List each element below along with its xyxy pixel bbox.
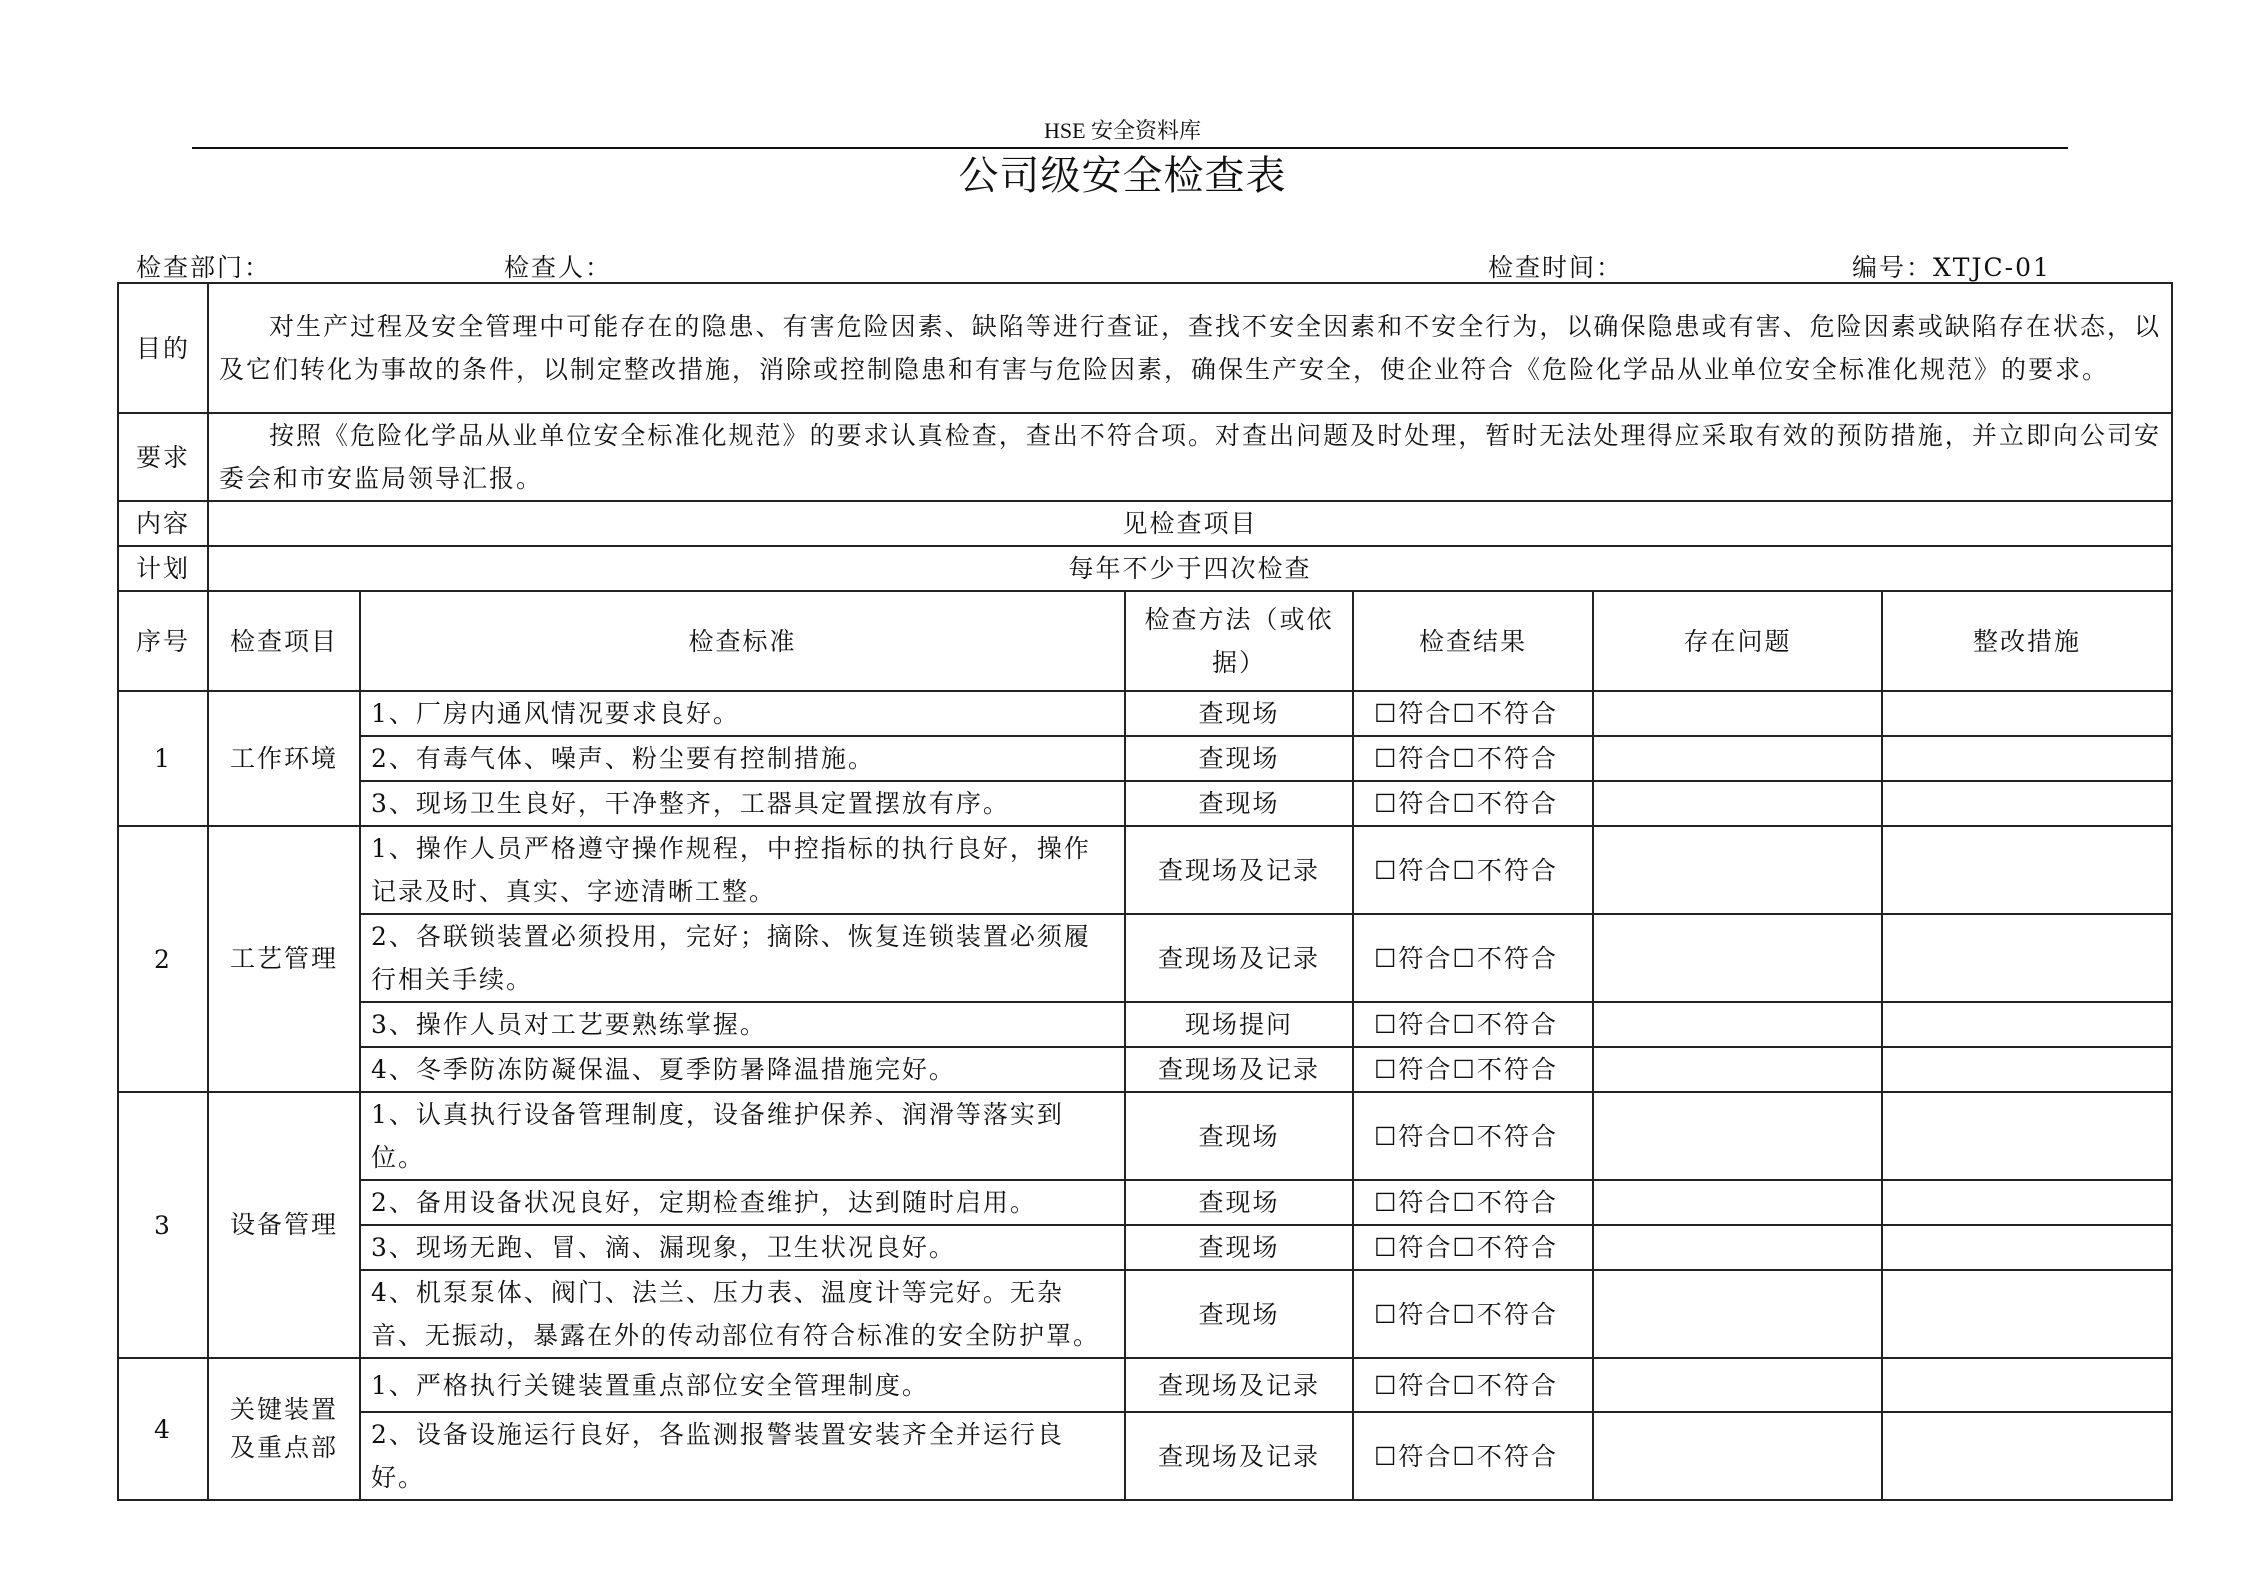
issues-cell[interactable] [1593, 781, 1882, 826]
result-checkboxes[interactable]: ☐符合☐不符合 [1353, 1270, 1593, 1358]
inspection-table [117, 282, 2173, 1501]
purpose-label: 目的 [118, 283, 208, 413]
measures-cell[interactable] [1882, 1412, 2172, 1500]
result-checkboxes[interactable]: ☐符合☐不符合 [1353, 1412, 1593, 1500]
inspection-item: 关键装置及重点部 [208, 1358, 360, 1500]
item-number: 1 [118, 691, 208, 826]
measures-cell[interactable] [1882, 1225, 2172, 1270]
col-header-method: 检查方法（或依据） [1125, 591, 1353, 691]
col-header-standard: 检查标准 [360, 591, 1125, 691]
inspection-standard: 1、认真执行设备管理制度，设备维护保养、润滑等落实到位。 [360, 1092, 1125, 1180]
department-label: 检查部门： [136, 253, 272, 282]
issues-cell[interactable] [1593, 1180, 1882, 1225]
purpose-text: 对生产过程及安全管理中可能存在的隐患、有害危险因素、缺陷等进行查证，查找不安全因素和不安全行为，以确保隐患或有害、危险因素或缺陷存在状态，以及它们转化为事故的条件，以制定整改措施，消除或控制隐患和有害与危险因素，确保生产安全，使企业符合《危险化学品从业单位安全标准化规范》的要求。 [208, 283, 2172, 413]
result-checkboxes[interactable]: ☐符合☐不符合 [1353, 781, 1593, 826]
table-row [118, 1092, 2172, 1180]
inspection-standard: 1、厂房内通风情况要求良好。 [360, 691, 1125, 736]
issues-cell[interactable] [1593, 691, 1882, 736]
issues-cell[interactable] [1593, 1092, 1882, 1180]
table-row [118, 914, 2172, 1002]
result-checkboxes[interactable]: ☐符合☐不符合 [1353, 1092, 1593, 1180]
content-value: 见检查项目 [208, 501, 2172, 546]
measures-cell[interactable] [1882, 1002, 2172, 1047]
inspection-method: 查现场及记录 [1125, 1412, 1353, 1500]
table-row [118, 1270, 2172, 1358]
inspection-method: 查现场 [1125, 1092, 1353, 1180]
issues-cell[interactable] [1593, 736, 1882, 781]
inspection-standard: 2、各联锁装置必须投用，完好；摘除、恢复连锁装置必须履行相关手续。 [360, 914, 1125, 1002]
measures-cell[interactable] [1882, 914, 2172, 1002]
inspection-time-label: 检查时间： [1488, 253, 1624, 282]
inspector-label: 检查人： [504, 253, 613, 282]
purpose-row [118, 283, 2172, 413]
issues-cell[interactable] [1593, 1002, 1882, 1047]
requirement-label: 要求 [118, 413, 208, 501]
table-row [118, 1002, 2172, 1047]
col-header-no: 序号 [118, 591, 208, 691]
item-number: 3 [118, 1092, 208, 1358]
measures-cell[interactable] [1882, 691, 2172, 736]
inspection-standard: 1、严格执行关键装置重点部位安全管理制度。 [360, 1358, 1125, 1412]
inspection-standard: 2、设备设施运行良好，各监测报警装置安装齐全并运行良好。 [360, 1412, 1125, 1500]
measures-cell[interactable] [1882, 1092, 2172, 1180]
measures-cell[interactable] [1882, 736, 2172, 781]
issues-cell[interactable] [1593, 826, 1882, 914]
col-header-item: 检查项目 [208, 591, 360, 691]
inspection-method: 查现场 [1125, 691, 1353, 736]
item-number: 4 [118, 1358, 208, 1500]
table-row [118, 1180, 2172, 1225]
measures-cell[interactable] [1882, 1270, 2172, 1358]
plan-value: 每年不少于四次检查 [208, 546, 2172, 591]
inspection-standard: 4、冬季防冻防凝保温、夏季防暑降温措施完好。 [360, 1047, 1125, 1092]
column-header-row [118, 591, 2172, 691]
inspection-item: 设备管理 [208, 1092, 360, 1358]
inspection-method: 查现场 [1125, 1270, 1353, 1358]
inspection-standard: 2、备用设备状况良好，定期检查维护，达到随时启用。 [360, 1180, 1125, 1225]
inspection-method: 查现场及记录 [1125, 1047, 1353, 1092]
item-number: 2 [118, 826, 208, 1092]
result-checkboxes[interactable]: ☐符合☐不符合 [1353, 1047, 1593, 1092]
requirement-text: 按照《危险化学品从业单位安全标准化规范》的要求认真检查，查出不符合项。对查出问题及时处理，暂时无法处理得应采取有效的预防措施，并立即向公司安委会和市安监局领导汇报。 [208, 413, 2172, 501]
inspection-standard: 3、现场卫生良好，干净整齐，工器具定置摆放有序。 [360, 781, 1125, 826]
inspection-method: 查现场及记录 [1125, 826, 1353, 914]
table-row [118, 1047, 2172, 1092]
inspection-method: 查现场 [1125, 1225, 1353, 1270]
table-row [118, 736, 2172, 781]
result-checkboxes[interactable]: ☐符合☐不符合 [1353, 1358, 1593, 1412]
content-row [118, 501, 2172, 546]
plan-label: 计划 [118, 546, 208, 591]
form-code: 编号：XTJC-01 [1852, 253, 2051, 282]
measures-cell[interactable] [1882, 826, 2172, 914]
inspection-standard: 2、有毒气体、噪声、粉尘要有控制措施。 [360, 736, 1125, 781]
inspection-method: 查现场 [1125, 1180, 1353, 1225]
col-header-issues: 存在问题 [1593, 591, 1882, 691]
table-row [118, 826, 2172, 914]
table-row [118, 691, 2172, 736]
inspection-method: 查现场及记录 [1125, 1358, 1353, 1412]
result-checkboxes[interactable]: ☐符合☐不符合 [1353, 691, 1593, 736]
table-row [118, 781, 2172, 826]
result-checkboxes[interactable]: ☐符合☐不符合 [1353, 736, 1593, 781]
table-row [118, 1225, 2172, 1270]
measures-cell[interactable] [1882, 781, 2172, 826]
table-row [118, 1358, 2172, 1412]
col-header-measures: 整改措施 [1882, 591, 2172, 691]
plan-row [118, 546, 2172, 591]
col-header-result: 检查结果 [1353, 591, 1593, 691]
inspection-method: 查现场 [1125, 781, 1353, 826]
result-checkboxes[interactable]: ☐符合☐不符合 [1353, 826, 1593, 914]
issues-cell[interactable] [1593, 1270, 1882, 1358]
issues-cell[interactable] [1593, 914, 1882, 1002]
result-checkboxes[interactable]: ☐符合☐不符合 [1353, 914, 1593, 1002]
issues-cell[interactable] [1593, 1047, 1882, 1092]
inspection-item: 工艺管理 [208, 826, 360, 1092]
inspection-standard: 1、操作人员严格遵守操作规程，中控指标的执行良好，操作记录及时、真实、字迹清晰工整。 [360, 826, 1125, 914]
result-checkboxes[interactable]: ☐符合☐不符合 [1353, 1180, 1593, 1225]
issues-cell[interactable] [1593, 1358, 1882, 1412]
measures-cell[interactable] [1882, 1358, 2172, 1412]
table-row [118, 1412, 2172, 1500]
measures-cell[interactable] [1882, 1180, 2172, 1225]
content-label: 内容 [118, 501, 208, 546]
inspection-standard: 4、机泵泵体、阀门、法兰、压力表、温度计等完好。无杂音、无振动，暴露在外的传动部位有符合标准的安全防护罩。 [360, 1270, 1125, 1358]
page-title: 公司级安全检查表 [958, 153, 1287, 199]
inspection-standard: 3、操作人员对工艺要熟练掌握。 [360, 1002, 1125, 1047]
result-checkboxes[interactable]: ☐符合☐不符合 [1353, 1002, 1593, 1047]
library-header: HSE 安全资料库 [1043, 118, 1202, 143]
inspection-item: 工作环境 [208, 691, 360, 826]
measures-cell[interactable] [1882, 1047, 2172, 1092]
inspection-method: 查现场及记录 [1125, 914, 1353, 1002]
issues-cell[interactable] [1593, 1225, 1882, 1270]
issues-cell[interactable] [1593, 1412, 1882, 1500]
result-checkboxes[interactable]: ☐符合☐不符合 [1353, 1225, 1593, 1270]
inspection-method: 现场提问 [1125, 1002, 1353, 1047]
inspection-method: 查现场 [1125, 736, 1353, 781]
inspection-standard: 3、现场无跑、冒、滴、漏现象，卫生状况良好。 [360, 1225, 1125, 1270]
requirement-row [118, 413, 2172, 501]
